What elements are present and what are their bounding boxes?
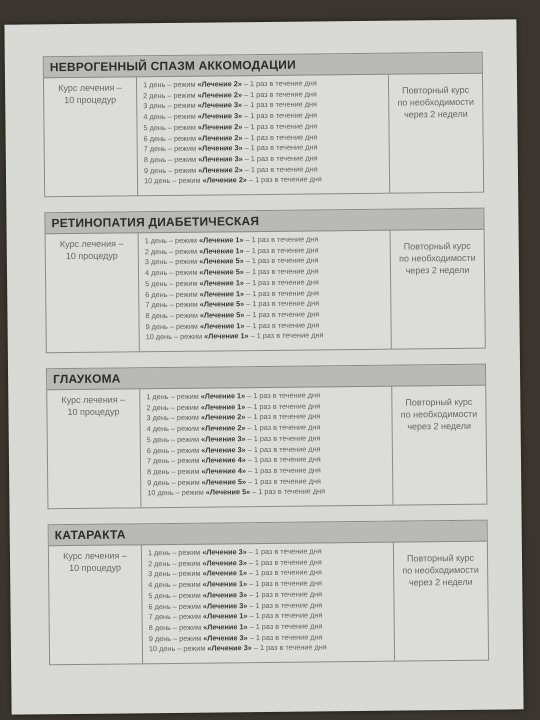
repeat-text: Повторный курс <box>402 84 470 96</box>
day-prefix: 2 день – режим <box>148 558 203 568</box>
repeat-cell <box>389 74 483 193</box>
day-suffix: – 1 раз в течение дня <box>247 578 323 589</box>
mode-name: «Лечение 5» <box>199 299 245 309</box>
day-prefix: 4 день – режим <box>144 267 200 278</box>
mode-name: «Лечение 1» <box>199 278 245 288</box>
day-prefix: 10 день – режим <box>148 643 208 654</box>
day-prefix: 8 день – режим <box>145 310 200 321</box>
sections-container <box>4 19 516 654</box>
treatment-section <box>43 52 484 198</box>
day-prefix: 1 день – режим <box>144 235 200 246</box>
day-prefix: 3 день – режим <box>143 101 198 111</box>
day-suffix: – 1 раз в течение дня <box>242 131 318 142</box>
day-prefix: 9 день – режим <box>148 633 204 643</box>
schedule-row <box>146 330 391 343</box>
repeat-text: по необходимости <box>400 408 478 420</box>
day-suffix: – 1 раз в течение дня <box>242 164 318 174</box>
day-prefix: 7 день – режим <box>148 611 204 622</box>
day-suffix: – 1 раз в течение дня <box>244 298 320 309</box>
day-suffix: – 1 раз в течение дня <box>245 411 321 422</box>
repeat-text: по необходимости <box>402 564 479 576</box>
mode-name: «Лечение 3» <box>207 643 252 653</box>
mode-name: «Лечение 3» <box>202 600 248 611</box>
day-prefix: 5 день – режим <box>146 434 202 445</box>
day-suffix: – 1 раз в течение дня <box>242 99 318 110</box>
schedule-cell <box>137 75 390 196</box>
mode-name: «Лечение 1» <box>202 568 248 579</box>
day-suffix: – 1 раз в течение дня <box>242 110 318 121</box>
day-suffix: – 1 раз в течение дня <box>245 465 321 476</box>
day-prefix: 3 день – режим <box>146 413 201 423</box>
repeat-cell <box>394 542 488 661</box>
section-title: РЕТИНОПАТИЯ ДИАБЕТИЧЕСКАЯ <box>45 209 483 235</box>
day-prefix: 2 день – режим <box>143 90 198 100</box>
mode-name: «Лечение 2» <box>200 423 246 433</box>
day-prefix: 5 день – режим <box>143 122 198 133</box>
day-prefix: 6 день – режим <box>145 289 200 299</box>
day-suffix: – 1 раз в течение дня <box>241 78 317 89</box>
day-suffix: – 1 раз в течение дня <box>245 401 321 411</box>
day-prefix: 1 день – режим <box>146 391 201 402</box>
day-prefix: 4 день – режим <box>148 579 203 590</box>
mode-name: «Лечение 1» <box>200 401 246 412</box>
course-text: Курс лечения – <box>58 82 122 94</box>
day-suffix: – 1 раз в течение дня <box>241 89 317 99</box>
course-text: 10 процедур <box>65 250 118 262</box>
section-table <box>47 386 486 509</box>
course-cell <box>44 77 138 196</box>
day-suffix: – 1 раз в течение дня <box>242 121 318 132</box>
day-prefix: 10 день – режим <box>145 331 205 342</box>
repeat-text: через 2 недели <box>403 108 468 120</box>
repeat-text: Повторный курс <box>406 552 475 564</box>
course-text: Курс лечения – <box>61 394 126 406</box>
mode-name: «Лечение 3» <box>197 100 243 111</box>
day-suffix: – 1 раз в течение дня <box>246 546 322 557</box>
treatment-section <box>46 364 487 510</box>
schedule-cell <box>139 231 392 352</box>
repeat-text: через 2 недели <box>405 264 470 276</box>
day-suffix: – 1 раз в течение дня <box>247 599 323 610</box>
day-suffix: – 1 раз в течение дня <box>250 486 326 497</box>
mode-name: «Лечение 5» <box>205 487 251 497</box>
mode-name: «Лечение 4» <box>201 455 246 465</box>
mode-name: «Лечение 3» <box>203 632 248 643</box>
day-suffix: – 1 раз в течение дня <box>251 642 327 653</box>
course-text: Курс лечения – <box>63 550 127 562</box>
day-prefix: 9 день – режим <box>147 477 202 487</box>
day-prefix: 2 день – режим <box>144 246 200 256</box>
repeat-text: по необходимости <box>399 252 476 264</box>
mode-name: «Лечение 1» <box>199 235 244 245</box>
document-sheet <box>4 19 523 714</box>
day-prefix: 4 день – режим <box>146 423 202 434</box>
repeat-text: через 2 недели <box>408 576 473 588</box>
mode-name: «Лечение 3» <box>202 547 247 557</box>
section-table <box>46 230 485 353</box>
mode-name: «Лечение 2» <box>197 122 243 132</box>
course-text: Курс лечения – <box>59 238 124 250</box>
repeat-text: Повторный курс <box>403 240 471 252</box>
mode-name: «Лечение 1» <box>204 331 249 341</box>
course-cell <box>46 233 140 352</box>
day-prefix: 7 день – режим <box>145 299 200 310</box>
day-prefix: 6 день – режим <box>146 445 202 455</box>
treatment-section <box>44 208 485 354</box>
treatment-section <box>48 520 489 666</box>
day-suffix: – 1 раз в течение дня <box>242 153 318 164</box>
mode-name: «Лечение 5» <box>199 310 245 320</box>
mode-name: «Лечение 2» <box>198 164 243 175</box>
day-suffix: – 1 раз в течение дня <box>247 589 323 600</box>
day-prefix: 5 день – режим <box>148 590 203 601</box>
mode-name: «Лечение 5» <box>199 267 244 277</box>
day-suffix: – 1 раз в течение дня <box>244 287 319 298</box>
mode-name: «Лечение 5» <box>201 476 247 487</box>
schedule-cell <box>142 543 395 664</box>
day-suffix: – 1 раз в течение дня <box>245 443 321 454</box>
day-prefix: 6 день – режим <box>148 601 203 611</box>
day-suffix: – 1 раз в течение дня <box>242 142 318 153</box>
mode-name: «Лечение 4» <box>201 466 246 476</box>
schedule-cell <box>140 387 393 508</box>
day-suffix: – 1 раз в течение дня <box>248 330 324 341</box>
mode-name: «Лечение 1» <box>202 611 248 621</box>
mode-name: «Лечение 2» <box>202 175 247 185</box>
day-suffix: – 1 раз в течение дня <box>245 433 321 444</box>
day-suffix: – 1 раз в течение дня <box>246 567 322 578</box>
day-prefix: 9 день – режим <box>143 165 199 175</box>
mode-name: «Лечение 3» <box>198 143 243 153</box>
mode-name: «Лечение 3» <box>198 154 243 164</box>
mode-name: «Лечение 3» <box>197 111 243 121</box>
day-prefix: 3 день – режим <box>148 569 203 579</box>
day-prefix: 10 день – режим <box>143 175 203 186</box>
mode-name: «Лечение 2» <box>197 79 242 89</box>
day-prefix: 3 день – режим <box>144 257 200 267</box>
day-suffix: – 1 раз в течение дня <box>245 454 321 465</box>
repeat-cell <box>391 230 485 349</box>
day-prefix: 1 день – режим <box>142 79 198 90</box>
day-suffix: – 1 раз в течение дня <box>247 632 323 642</box>
day-suffix: – 1 раз в течение дня <box>243 245 319 255</box>
mode-name: «Лечение 5» <box>199 256 244 267</box>
day-suffix: – 1 раз в течение дня <box>244 309 320 320</box>
mode-name: «Лечение 3» <box>202 590 248 600</box>
day-suffix: – 1 раз в течение дня <box>246 174 322 185</box>
course-text: 10 процедур <box>67 406 120 418</box>
mode-name: «Лечение 2» <box>197 89 243 100</box>
day-prefix: 10 день – режим <box>147 487 206 498</box>
mode-name: «Лечение 1» <box>199 320 245 331</box>
mode-name: «Лечение 1» <box>199 288 245 299</box>
mode-name: «Лечение 2» <box>200 412 246 423</box>
day-prefix: 5 день – режим <box>145 278 200 289</box>
day-suffix: – 1 раз в течение дня <box>243 277 319 288</box>
schedule-row <box>144 174 389 187</box>
section-table <box>44 74 483 197</box>
schedule-row <box>149 642 394 655</box>
day-prefix: 4 день – режим <box>143 111 198 122</box>
day-suffix: – 1 раз в течение дня <box>243 255 319 266</box>
repeat-text: Повторный курс <box>405 396 473 408</box>
mode-name: «Лечение 1» <box>202 579 248 589</box>
day-suffix: – 1 раз в течение дня <box>247 610 323 621</box>
schedule-row <box>147 486 392 499</box>
day-prefix: 6 день – режим <box>143 133 199 143</box>
repeat-cell <box>392 386 486 505</box>
mode-name: «Лечение 1» <box>200 391 246 401</box>
mode-name: «Лечение 3» <box>201 434 246 444</box>
day-prefix: 8 день – режим <box>148 622 204 633</box>
repeat-text: по необходимости <box>397 96 475 108</box>
section-table <box>49 542 488 665</box>
day-suffix: – 1 раз в течение дня <box>245 476 321 486</box>
section-title: КАТАРАКТА <box>49 521 487 547</box>
day-prefix: 8 день – режим <box>147 466 202 477</box>
mode-name: «Лечение 3» <box>201 444 246 455</box>
day-suffix: – 1 раз в течение дня <box>243 234 319 245</box>
day-prefix: 7 день – режим <box>146 455 202 466</box>
mode-name: «Лечение 1» <box>199 245 244 256</box>
mode-name: «Лечение 3» <box>202 557 247 568</box>
repeat-text: через 2 недели <box>407 420 472 432</box>
day-prefix: 8 день – режим <box>143 154 199 165</box>
day-prefix: 7 день – режим <box>143 143 199 154</box>
course-cell <box>49 545 143 664</box>
day-prefix: 9 день – режим <box>145 321 201 331</box>
course-text: 10 процедур <box>69 562 122 574</box>
course-text: 10 процедур <box>64 94 117 106</box>
day-suffix: – 1 раз в течение дня <box>245 390 321 401</box>
section-title: ГЛАУКОМА <box>47 365 485 391</box>
course-cell <box>47 389 141 508</box>
section-title: НЕВРОГЕННЫЙ СПАЗМ АККОМОДАЦИИ <box>44 53 482 79</box>
day-suffix: – 1 раз в течение дня <box>245 422 321 433</box>
mode-name: «Лечение 2» <box>197 132 243 143</box>
day-suffix: – 1 раз в течение дня <box>244 320 320 330</box>
day-suffix: – 1 раз в течение дня <box>246 557 322 567</box>
day-suffix: – 1 раз в течение дня <box>243 266 319 277</box>
day-prefix: 1 день – режим <box>147 547 203 558</box>
mode-name: «Лечение 1» <box>203 622 248 632</box>
day-prefix: 2 день – режим <box>146 402 201 412</box>
day-suffix: – 1 раз в течение дня <box>247 621 323 632</box>
